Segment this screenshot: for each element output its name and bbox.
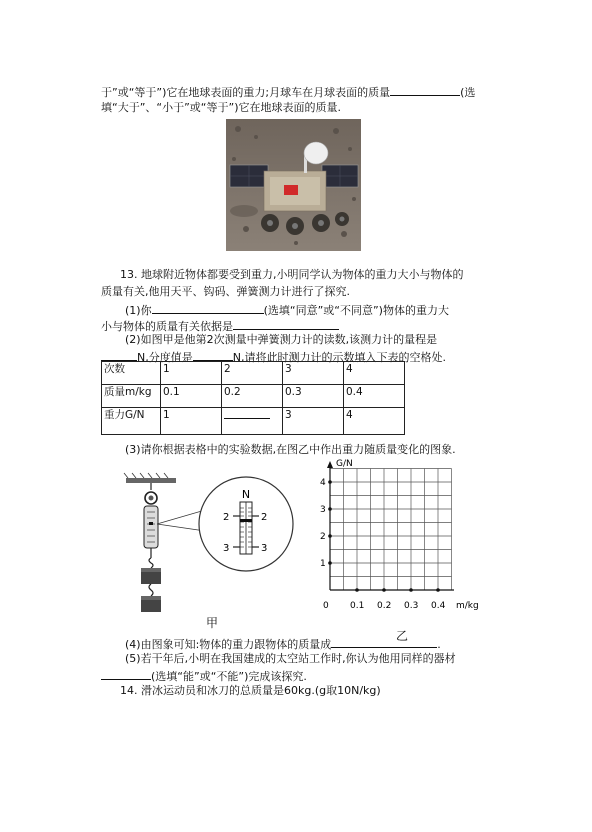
line-1-text: 于”或“等于”)它在地球表面的重力;月球车在月球表面的质量 [101,86,391,99]
y-tick-dot [328,561,332,565]
part-3-line [125,443,456,456]
range-blank[interactable] [101,349,137,361]
scale-label: 2 [223,512,230,523]
y-tick-dot [328,480,332,484]
part-5-text-a: (5)若干年后,小明在我国建成的太空站工作时,你认为他用同样的器材 [125,652,456,665]
part-2-text-b: N,分度值是 [137,351,193,364]
x-tick-label: 0.3 [404,601,419,611]
y-tick-label: 3 [320,505,326,515]
part-1-text-b: (选填“同意”或“不同意”)物体的重力大 [263,304,449,317]
part-5-line [125,652,456,665]
y-tick-dot [328,507,332,511]
table-row [102,362,405,385]
table-cell: 4 [344,408,405,435]
part-4-text-b: . [437,638,441,651]
y-tick-label: 2 [320,532,326,542]
x-tick-dot [409,588,413,592]
text-line [101,84,475,99]
table-cell: 次数 [102,362,161,385]
reason-blank[interactable] [233,318,339,330]
table-cell: 3 [283,362,344,385]
table-row [102,385,405,408]
scale-label: 2 [261,512,268,523]
part-1-text-a: (1)你 [125,304,152,317]
table-row [102,408,405,435]
line-1-end: (选 [460,86,476,99]
question-13-line-2 [101,285,350,298]
part-2-text-c: N,请将此时测力计的示数填入下表的空格处. [232,351,446,364]
question-13-line-1 [120,268,464,281]
part-2-line [125,333,437,346]
agree-blank[interactable] [152,302,264,314]
relation-blank[interactable] [331,636,437,648]
y-axis-arrow [327,461,333,468]
table-cell: 1 [161,362,222,385]
y-tick-dot [328,534,332,538]
can-blank[interactable] [101,668,151,680]
part-4-text-a: (4)由图象可知:物体的重力跟物体的质量成 [125,638,332,651]
question-14-line [120,684,381,697]
g-m-graph[interactable] [316,458,496,640]
division-blank[interactable] [193,349,233,361]
table-cell: 质量m/kg [102,385,161,408]
scale-label: 3 [261,543,268,554]
x-tick-label: 0.2 [377,601,392,611]
x-tick-label: 0.1 [350,601,365,611]
spring-scale-figure [120,472,305,632]
table-cell: 重力G/N [102,408,161,435]
weight-answer-blank[interactable] [224,408,270,419]
y-tick-label: 1 [320,559,326,569]
figure-yi-caption: 乙 [396,629,409,643]
x-tick-dot [355,588,359,592]
table-cell: 2 [222,362,283,385]
pointer [240,519,252,522]
part-1-line [125,302,449,317]
part-1-text-c: 小与物体的质量有关依据是 [101,320,233,333]
line-2-text: 填“大于”、“小于”或“等于”)它在地球表面的质量. [101,101,341,114]
answer-blank[interactable] [390,84,460,96]
data-table [101,361,405,435]
table-cell-answer[interactable] [222,408,283,435]
x-tick-dot [436,588,440,592]
table-cell: 0.4 [344,385,405,408]
table-cell: 3 [283,408,344,435]
x-tick-dot [382,588,386,592]
y-tick-label: 4 [320,478,326,488]
q13-text-2: 质量有关,他用天平、钩码、弹簧测力计进行了探究. [101,285,350,298]
text-line [101,101,341,114]
part-1-line-2 [101,318,339,333]
q13-text-1: 13. 地球附近物体都要受到重力,小明同学认为物体的重力大小与物体的 [120,268,464,281]
part-3-text: (3)请你根据表格中的实验数据,在图乙中作出重力随质量变化的图象. [125,443,456,456]
table-cell: 4 [344,362,405,385]
ceiling-beam [126,478,176,483]
q14-text: 14. 滑冰运动员和冰刀的总质量是60kg.(g取10N/kg) [120,684,381,697]
table-cell: 0.1 [161,385,222,408]
origin-label: 0 [323,601,329,611]
part-4-line [125,636,441,651]
part-5-line-2 [101,668,307,683]
x-tick-label: 0.4 [431,601,446,611]
unit-label: N [241,488,251,501]
x-axis-label: m/kg [456,601,479,611]
lunar-rover-photo [226,119,361,251]
part-2-text-a: (2)如图甲是他第2次测量中弹簧测力计的读数,该测力计的量程是 [125,333,438,346]
table-cell: 0.2 [222,385,283,408]
scale-label: 3 [223,543,230,554]
y-axis-label: G/N [336,459,353,469]
table-cell: 1 [161,408,222,435]
table-cell: 0.3 [283,385,344,408]
figure-jia-caption: 甲 [206,616,219,630]
part-5-text-b: (选填“能”或“不能”)完成该探究. [151,670,307,683]
